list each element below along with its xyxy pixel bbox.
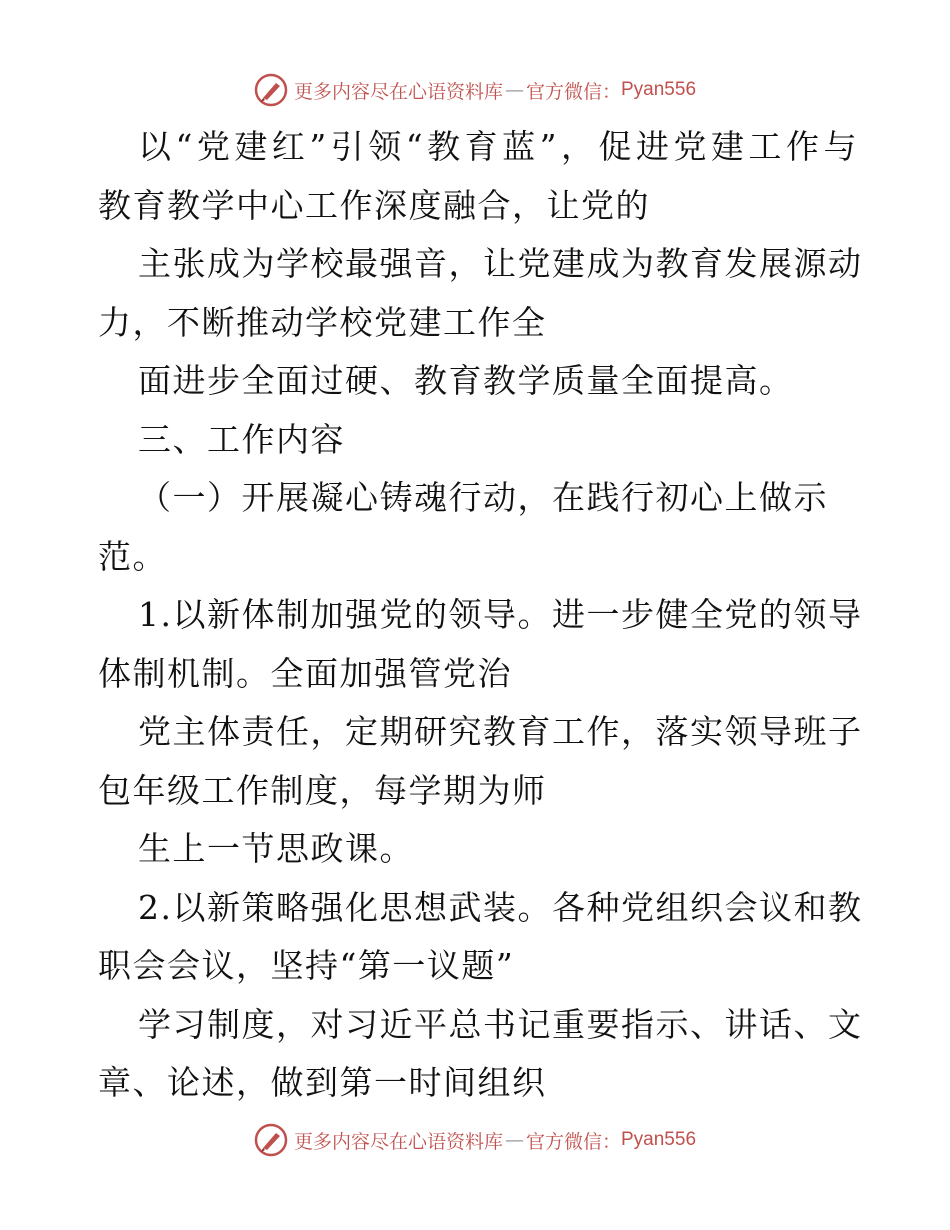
pen-logo-icon — [254, 1123, 288, 1157]
document-body — [98, 118, 863, 1113]
pen-logo-icon — [254, 73, 288, 107]
paragraph-line: 生上一节思政课。 — [138, 829, 414, 868]
paragraph-line: 学习制度，对习近平总书记重要指示、讲话、文 — [138, 1004, 863, 1044]
watermark-separator: — — [504, 1129, 524, 1151]
paragraph-line: 范。 — [98, 536, 167, 576]
watermark-id: Pyan556 — [621, 1129, 697, 1150]
footer-watermark — [0, 1120, 950, 1160]
paragraph-line: 包年级工作制度，每学期为师 — [98, 770, 547, 810]
paragraph-line: 1.以新体制加强党的领导。进一步健全党的领导 — [138, 595, 863, 634]
paragraph-line: 2.以新策略强化思想武装。各种党组织会议和教 — [138, 887, 863, 927]
watermark-text: 更多内容尽在心语资料库 — [293, 1130, 503, 1153]
watermark-text: 更多内容尽在心语资料库 — [293, 80, 503, 103]
paragraph-line: 以“党建红”引领“教育蓝”，促进党建工作与 — [138, 127, 858, 166]
watermark-label: 官方微信： — [525, 1130, 621, 1153]
watermark-id: Pyan556 — [621, 79, 697, 100]
paragraph-line: 力，不断推动学校党建工作全 — [98, 302, 547, 342]
subsection-heading: （一）开展凝心铸魂行动，在践行初心上做示 — [138, 478, 828, 517]
header-watermark — [0, 70, 950, 110]
paragraph-line: 职会会议，坚持“第一议题” — [98, 946, 515, 985]
paragraph-line: 章、论述，做到第一时间组织 — [98, 1063, 547, 1102]
paragraph-line: 教育教学中心工作深度融合，让党的 — [98, 185, 650, 225]
paragraph-line: 面进步全面过硬、教育教学质量全面提高。 — [138, 361, 794, 400]
paragraph-line: 主张成为学校最强音，让党建成为教育发展源动 — [138, 244, 863, 283]
section-heading: 三、工作内容 — [138, 419, 345, 459]
paragraph-line: 体制机制。全面加强管党治 — [98, 653, 512, 693]
watermark-label: 官方微信： — [525, 80, 621, 103]
watermark-separator: — — [504, 79, 524, 101]
paragraph-line: 党主体责任，定期研究教育工作，落实领导班子 — [138, 712, 863, 751]
